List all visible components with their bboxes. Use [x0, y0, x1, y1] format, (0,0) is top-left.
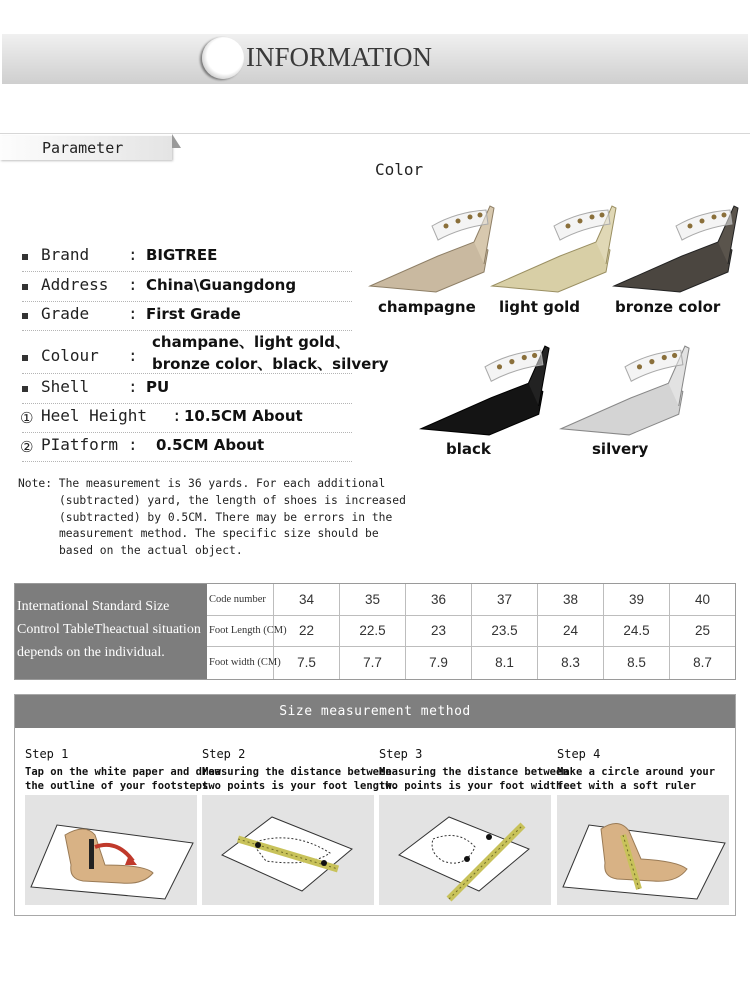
measurement-heading: Size measurement method — [15, 695, 735, 728]
param-key: Shell — [41, 377, 90, 396]
param-colon: : — [172, 406, 182, 425]
size-table — [14, 583, 736, 680]
note-line: Note: The measurement is 36 yards. For each additional — [18, 477, 386, 490]
number-marker: ② — [20, 438, 34, 456]
param-value-line2: bronze color、black、silvery — [152, 355, 389, 373]
table-cell: 34 — [274, 584, 340, 616]
page-title: INFORMATION — [246, 42, 433, 72]
bullet-icon — [22, 386, 28, 392]
param-key: Heel Height — [41, 406, 147, 425]
param-row-platform — [22, 434, 352, 462]
parameter-heading: Parameter — [42, 139, 124, 157]
table-cell: 24.5 — [604, 616, 670, 648]
table-cell: 7.7 — [340, 647, 406, 679]
table-cell: 8.7 — [693, 655, 712, 671]
step-4 — [557, 747, 729, 792]
step-text — [557, 765, 715, 793]
param-value: 0.5CM About — [156, 436, 265, 454]
table-cell: 36 — [406, 584, 472, 616]
param-key: PIatform — [41, 435, 119, 454]
param-value: 10.5CM About — [184, 407, 303, 425]
step-text-line: Make a circle around your — [557, 766, 716, 778]
row-header: Code number — [207, 584, 274, 616]
param-row-grade — [22, 303, 352, 331]
step-title: Step 4 — [557, 747, 601, 761]
table-cell: 35 — [340, 584, 406, 616]
bullet-icon — [22, 313, 28, 319]
note-line: (subtracted) by 0.5CM. There may be errors in the — [59, 510, 393, 524]
shoe-light-gold-image — [488, 202, 618, 294]
table-cell: 23 — [406, 616, 472, 648]
color-label-bronze: bronze color — [615, 298, 721, 316]
foot-circumference-illustration — [557, 795, 729, 905]
bullet-icon — [22, 355, 28, 361]
table-cell: 40 — [670, 584, 735, 616]
table-cell: 8.5 — [604, 647, 670, 679]
information-banner — [2, 34, 748, 84]
param-value: First Grade — [146, 305, 241, 323]
step-text-line: Measuring the distance between — [202, 766, 392, 778]
param-key: Address — [41, 275, 109, 294]
table-cell: 24 — [538, 616, 604, 648]
table-cell: 8.1 — [472, 647, 538, 679]
size-table-caption — [15, 584, 207, 679]
table-row-foot-width — [207, 647, 735, 679]
measurement-section — [14, 694, 736, 916]
circle-ornament-icon — [202, 37, 244, 79]
param-value-line1: champane、light gold、 — [152, 333, 351, 351]
step-text-line: two points is your foot width. — [379, 780, 569, 792]
table-cell: 8.3 — [538, 647, 604, 679]
step-text-line: the outline of your footsteps — [25, 780, 209, 792]
color-label-black: black — [446, 440, 491, 458]
table-cell: 25 — [670, 616, 735, 648]
table-row-code-number — [207, 584, 735, 616]
param-key: Grade — [41, 304, 90, 323]
shoe-silvery-image — [554, 342, 694, 437]
param-row-shell — [22, 376, 352, 404]
note-line: (subtracted) yard, the length of shoes is increased — [59, 493, 406, 507]
step-text — [379, 765, 569, 793]
table-cell: 23.5 — [472, 616, 538, 648]
divider — [0, 133, 750, 134]
step-3 — [379, 747, 569, 792]
param-colon: : — [128, 304, 138, 323]
param-key: Colour — [41, 346, 99, 365]
param-row-colour — [22, 331, 389, 374]
step-text-line: two points is your foot length. — [202, 780, 398, 792]
shoe-bronze-image — [610, 202, 740, 294]
note-line: measurement method. The specific size should be — [59, 527, 379, 541]
bullet-icon — [22, 254, 28, 260]
step-title: Step 2 — [202, 747, 246, 761]
foot-length-illustration — [202, 795, 374, 905]
bullet-icon — [22, 284, 28, 290]
param-colon: : — [128, 346, 138, 365]
param-value: BIGTREE — [146, 246, 218, 264]
color-label-silvery: silvery — [592, 440, 649, 458]
param-key: Brand — [41, 245, 90, 264]
step-text-line: Tap on the white paper and draw — [25, 766, 221, 778]
step-title: Step 3 — [379, 747, 423, 761]
table-cell: 7.9 — [406, 647, 472, 679]
shoe-black-image — [414, 342, 554, 437]
number-marker: ① — [20, 409, 34, 427]
color-label-champagne: champagne — [378, 298, 476, 316]
param-value: PU — [146, 378, 170, 396]
step-text — [202, 765, 398, 793]
param-colon: : — [128, 275, 138, 294]
row-header: Foot Length (CM) — [207, 616, 274, 648]
caption-line: International Standard Size — [17, 599, 170, 614]
param-row-brand — [22, 244, 352, 272]
param-colon: : — [128, 435, 138, 454]
step-2 — [202, 747, 398, 792]
color-heading: Color — [375, 160, 424, 179]
measurement-note — [18, 476, 406, 560]
step-title: Step 1 — [25, 747, 69, 761]
tab-corner — [172, 134, 181, 148]
step-text-line: Measuring the distance between — [379, 766, 569, 778]
caption-line: depends on the individual. — [17, 645, 165, 660]
table-cell: 7.5 — [274, 647, 340, 679]
color-label-light-gold: light gold — [499, 298, 581, 316]
step-text-line: feet with a soft ruler — [557, 780, 697, 792]
param-colon: : — [128, 245, 138, 264]
row-header: Foot width (CM) — [207, 647, 274, 679]
caption-line: Control TableTheactual situation — [17, 622, 201, 637]
shoe-champagne-image — [366, 202, 496, 294]
foot-outline-illustration — [25, 795, 197, 905]
table-cell: 22 — [274, 616, 340, 648]
foot-width-illustration — [379, 795, 551, 905]
step-1 — [25, 747, 221, 792]
table-row-foot-length — [207, 616, 735, 648]
param-row-address — [22, 274, 352, 302]
step-text — [25, 765, 221, 793]
table-cell: 37 — [472, 584, 538, 616]
param-colon: : — [128, 377, 138, 396]
param-value: China\Guangdong — [146, 276, 297, 294]
table-cell: 22.5 — [340, 616, 406, 648]
table-cell: 38 — [538, 584, 604, 616]
table-cell: 39 — [604, 584, 670, 616]
param-row-heel-height — [22, 405, 352, 433]
note-line: based on the actual object. — [59, 544, 243, 558]
